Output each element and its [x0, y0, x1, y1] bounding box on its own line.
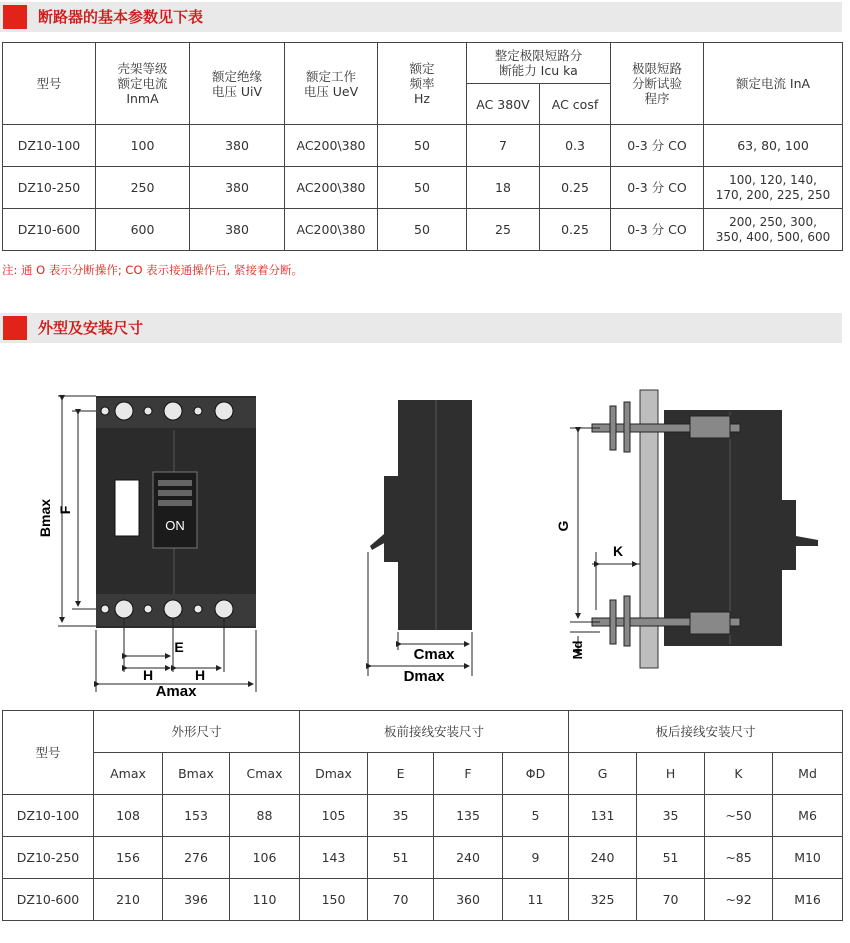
table-row: DZ10-600 600 380 AC200\380 50 25 0.25 0-3 分 CO 200, 250, 300, 350, 400, 500, 600 — [3, 209, 843, 251]
section-marker — [3, 5, 27, 29]
md-label: Md — [570, 640, 585, 660]
section-header-params — [0, 2, 842, 32]
dmax-label: Dmax — [403, 668, 445, 685]
params-table — [2, 42, 843, 251]
header-rated-current: 额定电流 InA — [704, 43, 843, 125]
side-view — [368, 400, 472, 685]
dimensions-table: 型号 外形尺寸 板前接线安装尺寸 板后接线安装尺寸 Amax Bmax Cmax Dmax E F ΦD G H K Md DZ10-100 108 153 88 105 35 135 5 131 35 ~50 M6 DZ10-250 156 276 106 143 51 240 9 240 51 ~85 M10 DZ10-600 210 396 110 150 70 360 11 325 70 ~92 M16 — [2, 710, 843, 921]
amax-label: Amax — [155, 683, 197, 700]
section-marker — [3, 316, 27, 340]
dimension-drawing — [0, 350, 850, 700]
table-row: DZ10-100 100 380 AC200\380 50 7 0.3 0-3 分 CO 63, 80, 100 — [3, 125, 843, 167]
header-ac380: AC 380V — [467, 84, 540, 125]
table-note: 注: 通 O 表示分断操作; CO 表示接通操作后, 紧接着分断。 — [2, 263, 303, 277]
header-rear-wiring: 板后接线安装尺寸 — [569, 711, 843, 753]
header-frame-current: 壳架等级 额定电流 InmA — [96, 43, 190, 125]
header-frequency: 额定 频率 Hz — [378, 43, 467, 125]
k-label: K — [612, 543, 624, 559]
h-label-right: H — [194, 667, 206, 683]
section-title: 外型及安装尺寸 — [38, 319, 144, 337]
h-label-left: H — [142, 667, 154, 683]
header-breaking-capacity: 整定极限短路分 断能力 Icu ka — [467, 43, 611, 84]
header-insulation-voltage: 额定绝缘 电压 UiV — [190, 43, 285, 125]
e-label: E — [174, 639, 184, 655]
table-row: DZ10-250 250 380 AC200\380 50 18 0.25 0-3 分 CO 100, 120, 140, 170, 200, 225, 250 — [3, 167, 843, 209]
table-row: DZ10-600 210 396 110 150 70 360 11 325 70 ~92 M16 — [3, 879, 843, 921]
table-row: DZ10-250 156 276 106 143 51 240 9 240 51 ~85 M10 — [3, 837, 843, 879]
header-model: 型号 — [3, 711, 94, 795]
bmax-label: Bmax — [37, 498, 53, 538]
header-test-sequence: 极限短路 分断试验 程序 — [611, 43, 704, 125]
header-cosf: AC cosf — [540, 84, 611, 125]
on-label: ON — [165, 518, 185, 533]
cmax-label: Cmax — [413, 646, 455, 663]
section-title: 断路器的基本参数见下表 — [38, 8, 204, 26]
header-working-voltage: 额定工作 电压 UeV — [285, 43, 378, 125]
header-outline: 外形尺寸 — [94, 711, 300, 753]
f-label: F — [57, 505, 73, 515]
front-view — [37, 396, 256, 700]
header-front-wiring: 板前接线安装尺寸 — [300, 711, 569, 753]
g-label: G — [555, 520, 571, 532]
section-header-dimensions — [0, 313, 842, 343]
header-model: 型号 — [3, 43, 96, 125]
table-row: DZ10-100 108 153 88 105 35 135 5 131 35 ~50 M6 — [3, 795, 843, 837]
rear-view — [555, 390, 818, 668]
